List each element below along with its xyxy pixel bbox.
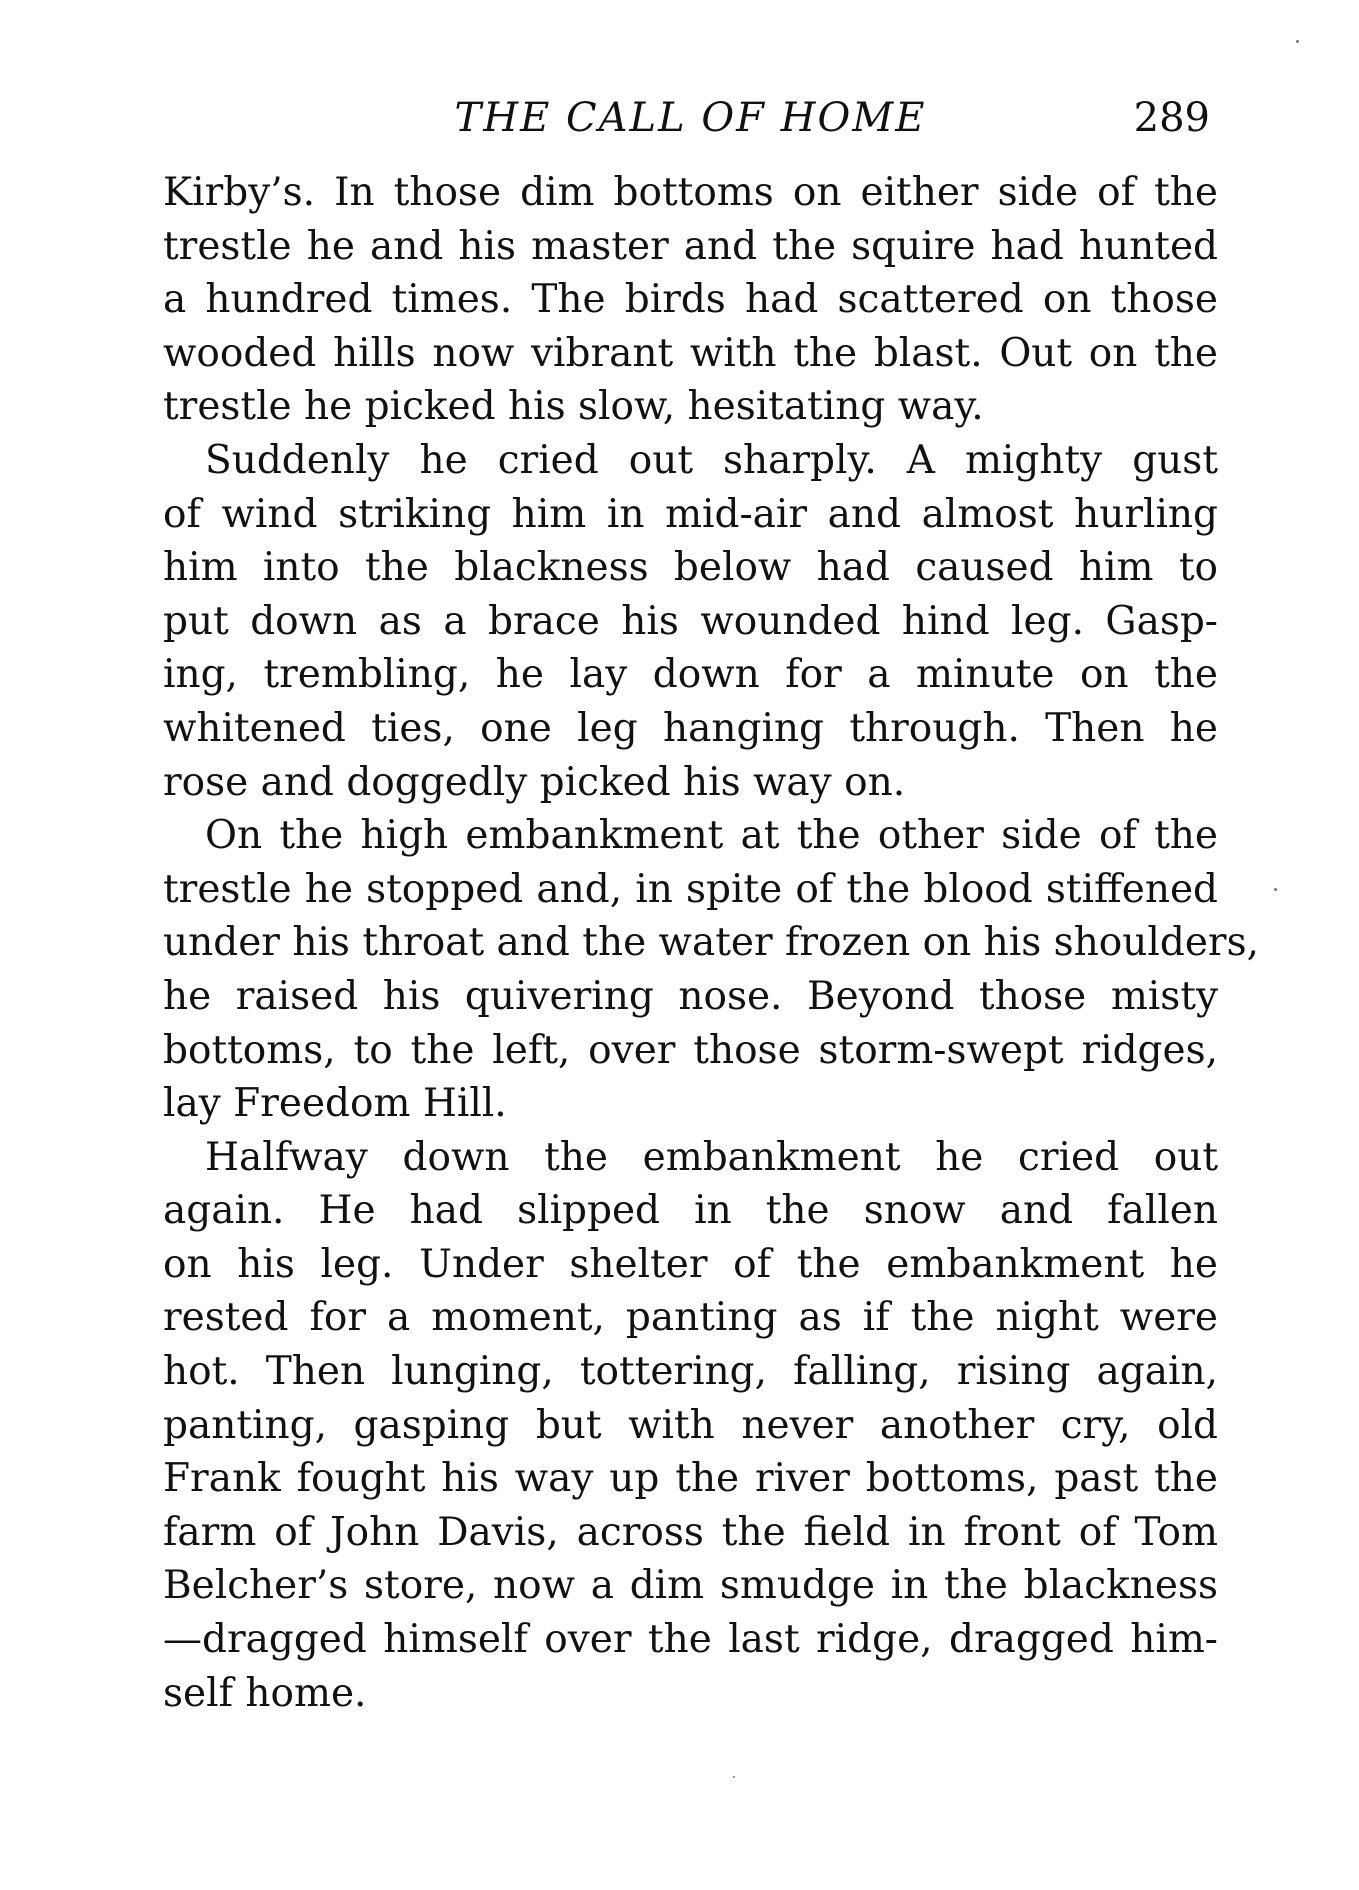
- text-line: bottoms, to the left, over those storm-swept ridges,: [163, 1027, 1218, 1073]
- text-line: rose and doggedly picked his way on.: [163, 759, 906, 805]
- text-line: Suddenly he cried out sharply. A mighty gust: [205, 437, 1218, 483]
- body-text: [163, 166, 1259, 1720]
- text-line: again. He had slipped in the snow and fallen: [163, 1188, 1218, 1234]
- text-line: farm of John Davis, across the field in front of Tom: [163, 1509, 1218, 1555]
- scan-speck: [733, 1776, 735, 1778]
- text-line: panting, gasping but with never another cry, old: [163, 1402, 1218, 1448]
- page-header: [163, 88, 1218, 148]
- text-line: On the high embankment at the other side of the: [205, 813, 1218, 859]
- scan-speck: [1274, 888, 1277, 891]
- text-line: hot. Then lunging, tottering, falling, rising again,: [163, 1349, 1218, 1395]
- page-number: 289: [1133, 95, 1210, 141]
- text-line: ing, trembling, he lay down for a minute on the: [163, 652, 1218, 698]
- text-line: trestle he stopped and, in spite of the blood stiffened: [163, 866, 1218, 912]
- text-line: him into the blackness below had caused him to: [163, 545, 1218, 591]
- text-line: trestle he and his master and the squire had hunted: [163, 223, 1218, 269]
- text-line: lay Freedom Hill.: [163, 1081, 507, 1127]
- text-line: put down as a brace his wounded hind leg. Gasp-: [163, 598, 1218, 644]
- text-line: wooded hills now vibrant with the blast. Out on the: [163, 330, 1218, 376]
- text-line: Halfway down the embankment he cried out: [205, 1134, 1218, 1180]
- text-line: a hundred times. The birds had scattered on those: [163, 277, 1218, 323]
- text-line: self home.: [163, 1670, 367, 1716]
- scan-speck: [1296, 40, 1299, 43]
- text-line: of wind striking him in mid-air and almost hurling: [163, 491, 1218, 537]
- text-line: he raised his quivering nose. Beyond those misty: [163, 973, 1218, 1019]
- text-line: on his leg. Under shelter of the embankment he: [163, 1241, 1218, 1287]
- text-line: rested for a moment, panting as if the night were: [163, 1295, 1218, 1341]
- text-line: under his throat and the water frozen on his shoulders,: [163, 920, 1259, 966]
- text-line: Frank fought his way up the river bottoms, past the: [163, 1456, 1218, 1502]
- running-title: THE CALL OF HOME: [454, 95, 927, 141]
- text-line: Belcher’s store, now a dim smudge in the blackness: [163, 1563, 1218, 1609]
- text-line: Kirby’s. In those dim bottoms on either side of the: [163, 170, 1218, 215]
- text-line: whitened ties, one leg hanging through. Then he: [163, 705, 1218, 751]
- text-line: —dragged himself over the last ridge, dragged him-: [163, 1617, 1218, 1663]
- text-line: trestle he picked his slow, hesitating way.: [163, 384, 984, 430]
